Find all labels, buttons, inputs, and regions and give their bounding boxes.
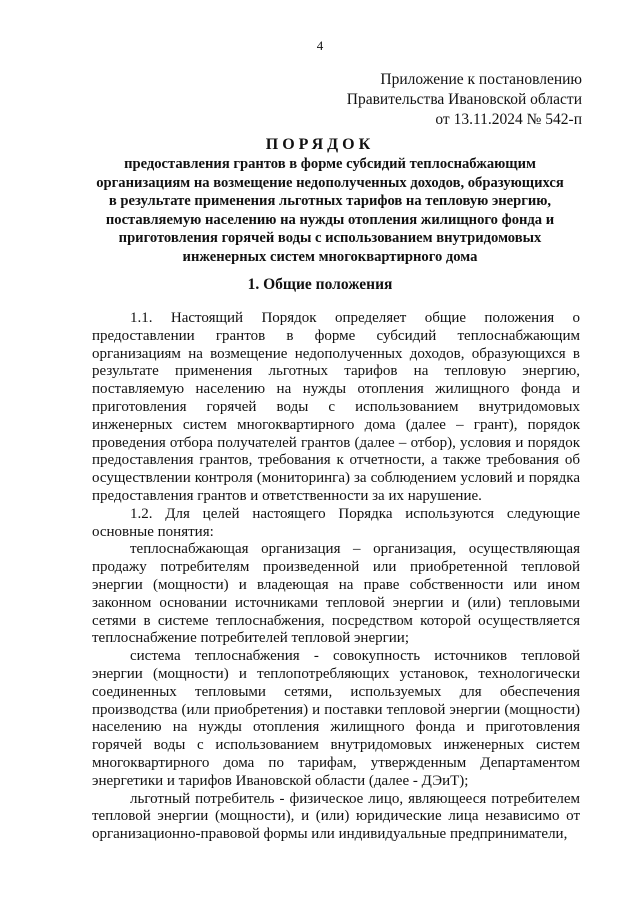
appendix-note	[347, 70, 582, 130]
paragraph: теплоснабжающая организация – организация, осуществляющая продажу потребителям произведенной или приобретенной тепловой энергии (мощности) и владеющая на праве собственности или ином законном основании источниками тепловой энергии и (или) тепловыми сетями в системе теплоснабжения, посредством которой осуществляется теплоснабжение потребителей тепловой энергии;	[92, 541, 580, 647]
paragraph: льготный потребитель - физическое лицо, являющееся потребителем тепловой энергии (мощности), и (или) юридические лица независимо от организационно-правовой формы или индивидуальные предприниматели,	[92, 790, 580, 843]
document-body	[92, 310, 580, 844]
document-subtitle: предоставления грантов в форме субсидий теплоснабжающим организациям на возмещение недополученных доходов, образующихся в результате применения льготных тарифов на тепловую энергию, поставляемую населению на нужды отопления жилищного фонда и приготовления горячей воды с использованием внутридомовых инженерных систем многоквартирного дома	[96, 156, 564, 265]
paragraph: система теплоснабжения - совокупность источников тепловой энергии (мощности) и теплопотребляющих установок, технологически соединенных тепловыми сетями, используемых для обеспечения производства (или приобретения) и поставки тепловой энергии (мощности) населению на нужды отопления жилищного фонда и приготовления горячей воды с использованием внутридомовых инженерных систем многоквартирного дома по тарифам, утвержденным Департаментом энергетики и тарифов Ивановской области (далее - ДЭиТ);	[92, 648, 580, 789]
appendix-line-2: Правительства Ивановской области	[346, 91, 582, 108]
section-heading: 1. Общие положения	[247, 276, 393, 293]
appendix-line-3: от 13.11.2024 № 542-п	[435, 111, 582, 128]
document-title: ПОРЯДОК	[265, 136, 375, 153]
paragraph: 1.2. Для целей настоящего Порядка используются следующие основные понятия:	[92, 505, 580, 540]
paragraph: 1.1. Настоящий Порядок определяет общие положения о предоставлении грантов в форме субсидий теплоснабжающим организациям на возмещение недополученных доходов, образующихся в результате применения льготных тарифов на тепловую энергию, поставляемую населению на нужды отопления жилищного фонда и приготовления горячей воды с использованием внутридомовых инженерных систем многоквартирного дома (далее – грант), порядок проведения отбора получателей грантов (далее – отбор), условия и порядок предоставления грантов, требования к отчетности, а также требования об осуществлении контроля (мониторинга) за соблюдением условий и порядка предоставления грантов и ответственности за их нарушение.	[92, 310, 580, 504]
page-number: 4	[316, 38, 324, 53]
appendix-line-1: Приложение к постановлению	[380, 71, 582, 88]
